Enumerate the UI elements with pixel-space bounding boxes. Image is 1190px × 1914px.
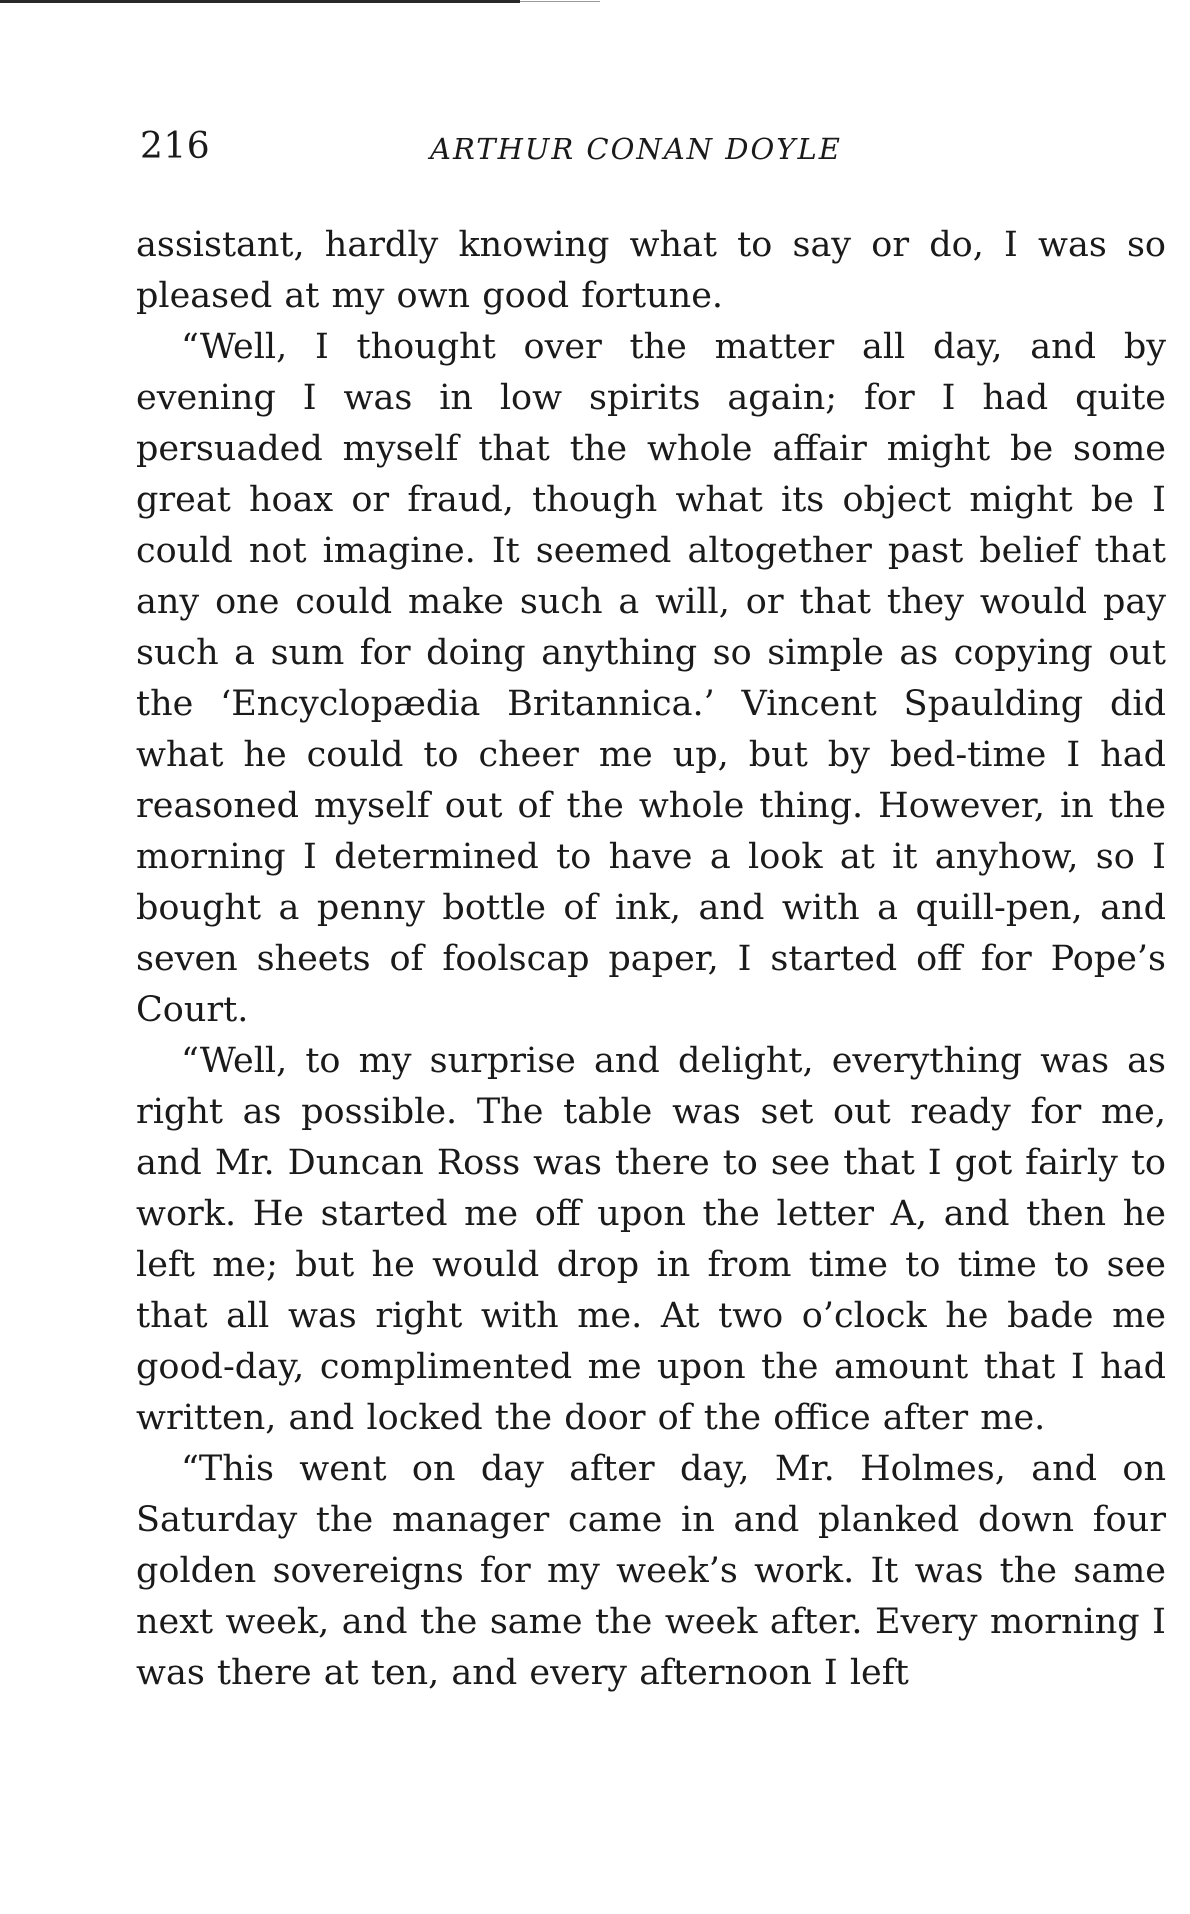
paragraph: “This went on day after day, Mr. Holmes, and on Saturday the manager came in and planked down four golden sovereigns for my week’s work. It was the same next week, and the same the week after. Every morning I was there at ten, and every afternoon I left <box>136 1449 1166 1693</box>
page-header <box>140 126 1164 176</box>
running-head: ARTHUR CONAN DOYLE <box>430 132 842 166</box>
paragraph: “Well, to my surprise and delight, everything was as right as possible. The table was set out ready for me, and Mr. Duncan Ross was there to see that I got fairly to work. He started me off upon the letter A, and then he left me; but he would drop in from time to time to see that all was right with me. At two o’clock he bade me good-day, complimented me upon the amount that I had written, and locked the door of the office after me. <box>136 1041 1166 1438</box>
top-edge-rule <box>0 0 520 3</box>
paragraph: “Well, I thought over the matter all day, and by evening I was in low spirits again; for I had quite persuaded myself that the whole affair might be some great hoax or fraud, though what its object might be I could not imagine. It seemed altogether past belief that any one could make such a will, or that they would pay such a sum for doing anything so simple as copying out the ‘Encyclopædia Britannica.’ Vincent Spaulding did what he could to cheer me up, but by bed-time I had reasoned myself out of the whole thing. However, in the morning I determined to have a look at it anyhow, so I bought a penny bottle of ink, and with a quill-pen, and seven sheets of foolscap paper, I started off for Pope’s Court. <box>136 327 1166 1030</box>
body-text <box>136 220 1166 1699</box>
page-number: 216 <box>140 126 211 167</box>
top-edge-rule-faint <box>520 1 600 2</box>
paragraph: assistant, hardly knowing what to say or do, I was so pleased at my own good fortune. <box>136 225 1166 316</box>
